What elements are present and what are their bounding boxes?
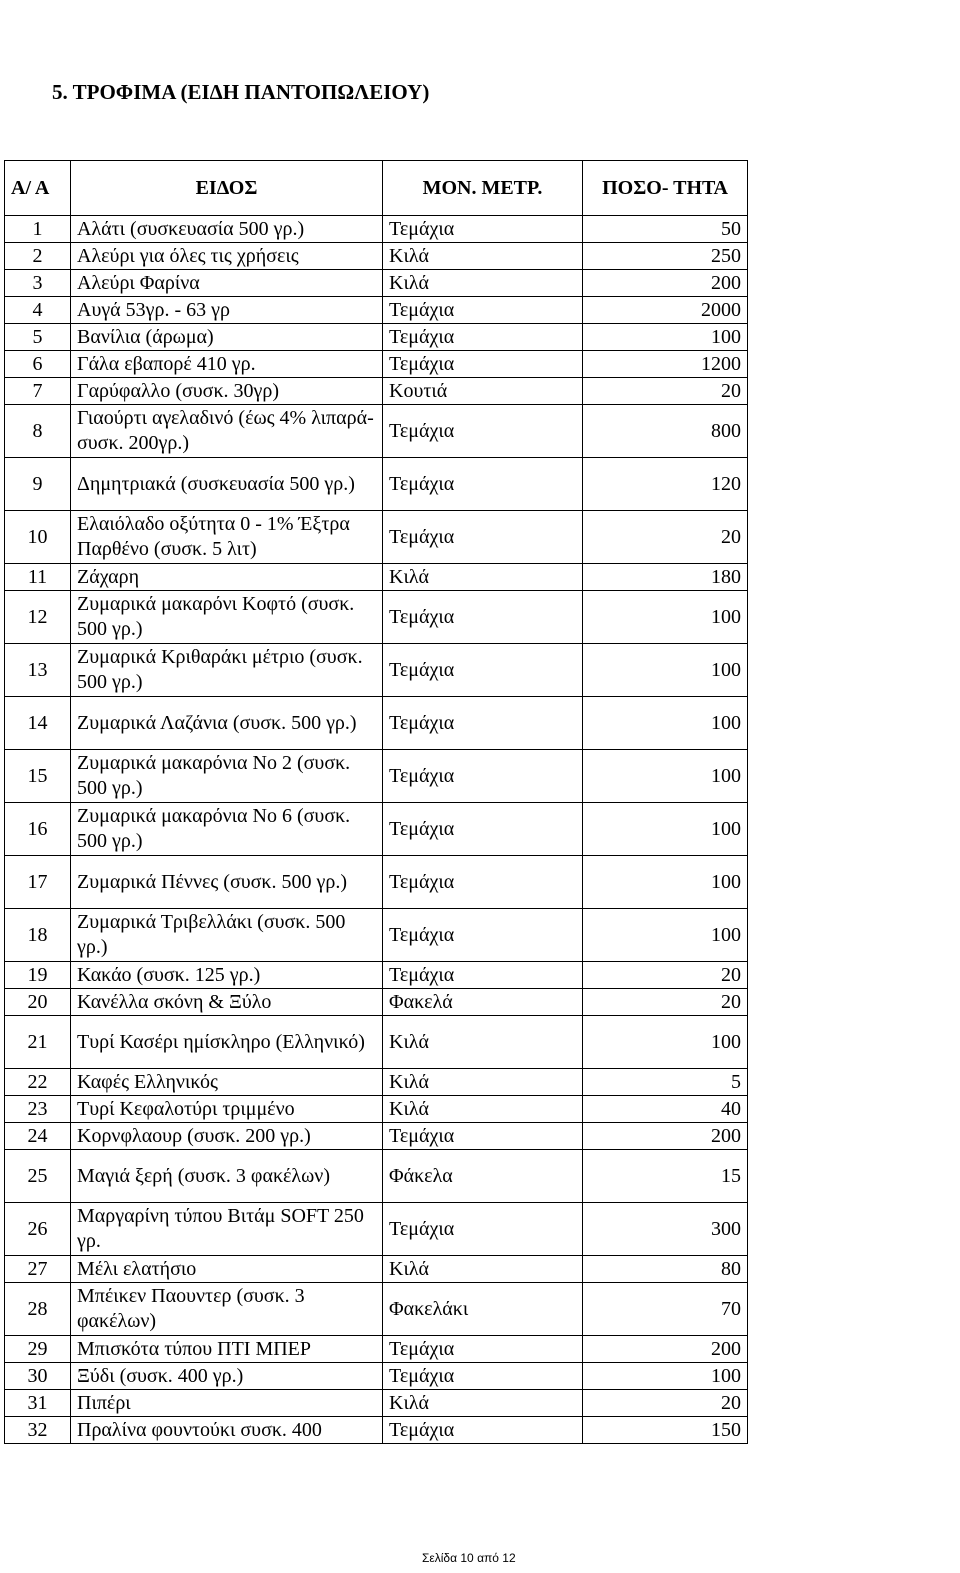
row-quantity: 20 (583, 989, 748, 1016)
row-quantity: 1200 (583, 351, 748, 378)
row-item: Κορνφλαουρ (συσκ. 200 γρ.) (71, 1123, 383, 1150)
table-row (5, 1150, 748, 1203)
row-unit: Τεμάχια (383, 1203, 583, 1256)
row-item: Γιαούρτι αγελαδινό (έως 4% λιπαρά- συσκ. 200γρ.) (71, 405, 383, 458)
row-item: Ζυμαρικά μακαρόνια Νο 6 (συσκ. 500 γρ.) (71, 803, 383, 856)
header-item: ΕΙΔΟΣ (71, 161, 383, 216)
table-row (5, 989, 748, 1016)
table-row (5, 1123, 748, 1150)
table-row (5, 458, 748, 511)
header-unit: ΜΟΝ. ΜΕΤΡ. (383, 161, 583, 216)
row-item: Αλάτι (συσκευασία 500 γρ.) (71, 216, 383, 243)
row-number: 2 (5, 243, 71, 270)
row-item: Ζυμαρικά Πέννες (συσκ. 500 γρ.) (71, 856, 383, 909)
row-unit: Τεμάχια (383, 405, 583, 458)
row-quantity: 2000 (583, 297, 748, 324)
row-quantity: 250 (583, 243, 748, 270)
row-unit: Τεμάχια (383, 856, 583, 909)
table-row (5, 378, 748, 405)
row-number: 9 (5, 458, 71, 511)
table-row (5, 591, 748, 644)
table-row (5, 1417, 748, 1444)
row-item: Μπισκότα τύπου ΠΤΙ ΜΠΕΡ (71, 1336, 383, 1363)
row-number: 7 (5, 378, 71, 405)
row-number: 1 (5, 216, 71, 243)
items-table (4, 160, 748, 1444)
row-number: 3 (5, 270, 71, 297)
row-item: Ελαιόλαδο οξύτητα 0 - 1% Έξτρα Παρθένο (συσκ. 5 λιτ) (71, 511, 383, 564)
row-item: Ζυμαρικά μακαρόνια Νο 2 (συσκ. 500 γρ.) (71, 750, 383, 803)
table-row (5, 962, 748, 989)
row-item: Μαγιά ξερή (συσκ. 3 φακέλων) (71, 1150, 383, 1203)
row-quantity: 300 (583, 1203, 748, 1256)
row-unit: Κιλά (383, 1256, 583, 1283)
table-row (5, 1390, 748, 1417)
row-item: Γάλα εβαπορέ 410 γρ. (71, 351, 383, 378)
table-row (5, 270, 748, 297)
row-number: 11 (5, 564, 71, 591)
row-quantity: 5 (583, 1069, 748, 1096)
row-quantity: 70 (583, 1283, 748, 1336)
row-item: Τυρί Κασέρι ημίσκληρο (Ελληνικό) (71, 1016, 383, 1069)
row-quantity: 20 (583, 511, 748, 564)
row-number: 20 (5, 989, 71, 1016)
row-quantity: 100 (583, 324, 748, 351)
row-number: 4 (5, 297, 71, 324)
row-quantity: 180 (583, 564, 748, 591)
row-quantity: 120 (583, 458, 748, 511)
row-unit: Κουτιά (383, 378, 583, 405)
row-quantity: 100 (583, 697, 748, 750)
row-unit: Κιλά (383, 1016, 583, 1069)
row-unit: Τεμάχια (383, 697, 583, 750)
row-quantity: 20 (583, 1390, 748, 1417)
table-body (5, 216, 748, 1444)
row-unit: Τεμάχια (383, 962, 583, 989)
row-item: Ζυμαρικά Λαζάνια (συσκ. 500 γρ.) (71, 697, 383, 750)
page-footer: Σελίδα 10 από 12 (422, 1551, 516, 1565)
row-item: Αυγά 53γρ. - 63 γρ (71, 297, 383, 324)
row-quantity: 80 (583, 1256, 748, 1283)
row-quantity: 15 (583, 1150, 748, 1203)
row-number: 30 (5, 1363, 71, 1390)
table-row (5, 644, 748, 697)
row-unit: Τεμάχια (383, 1417, 583, 1444)
table-row (5, 216, 748, 243)
table-row (5, 750, 748, 803)
row-quantity: 100 (583, 644, 748, 697)
row-number: 28 (5, 1283, 71, 1336)
row-item: Μαργαρίνη τύπου Βιτάμ SOFT 250 γρ. (71, 1203, 383, 1256)
table-row (5, 1283, 748, 1336)
table-row (5, 405, 748, 458)
row-item: Ζυμαρικά Κριθαράκι μέτριο (συσκ. 500 γρ.) (71, 644, 383, 697)
row-unit: Τεμάχια (383, 803, 583, 856)
row-unit: Κιλά (383, 243, 583, 270)
row-item: Καφές Ελληνικός (71, 1069, 383, 1096)
table-row (5, 697, 748, 750)
row-number: 26 (5, 1203, 71, 1256)
row-unit: Τεμάχια (383, 591, 583, 644)
row-quantity: 100 (583, 803, 748, 856)
row-quantity: 150 (583, 1417, 748, 1444)
table-row (5, 1363, 748, 1390)
row-unit: Τεμάχια (383, 1363, 583, 1390)
row-number: 12 (5, 591, 71, 644)
row-quantity: 100 (583, 1363, 748, 1390)
row-number: 13 (5, 644, 71, 697)
table-row (5, 1069, 748, 1096)
row-item: Πραλίνα φουντούκι συσκ. 400 (71, 1417, 383, 1444)
row-number: 10 (5, 511, 71, 564)
row-unit: Τεμάχια (383, 458, 583, 511)
row-item: Κακάο (συσκ. 125 γρ.) (71, 962, 383, 989)
row-number: 18 (5, 909, 71, 962)
row-unit: Κιλά (383, 564, 583, 591)
row-number: 14 (5, 697, 71, 750)
table-row (5, 803, 748, 856)
row-unit: Φακελά (383, 989, 583, 1016)
row-quantity: 200 (583, 270, 748, 297)
row-item: Μπέικεν Παουντερ (συσκ. 3 φακέλων) (71, 1283, 383, 1336)
row-number: 25 (5, 1150, 71, 1203)
row-number: 23 (5, 1096, 71, 1123)
row-item: Ξύδι (συσκ. 400 γρ.) (71, 1363, 383, 1390)
row-quantity: 800 (583, 405, 748, 458)
row-unit: Κιλά (383, 1069, 583, 1096)
section-heading: 5. ΤΡΟΦΙΜΑ (ΕΙΔΗ ΠΑΝΤΟΠΩΛΕΙΟΥ) (52, 80, 430, 104)
row-unit: Τεμάχια (383, 351, 583, 378)
table-row (5, 1203, 748, 1256)
row-number: 22 (5, 1069, 71, 1096)
row-quantity: 50 (583, 216, 748, 243)
row-item: Δημητριακά (συσκευασία 500 γρ.) (71, 458, 383, 511)
row-unit: Φάκελα (383, 1150, 583, 1203)
row-unit: Φακελάκι (383, 1283, 583, 1336)
row-number: 29 (5, 1336, 71, 1363)
row-unit: Τεμάχια (383, 644, 583, 697)
row-number: 24 (5, 1123, 71, 1150)
table-row (5, 324, 748, 351)
row-item: Αλεύρι για όλες τις χρήσεις (71, 243, 383, 270)
row-quantity: 100 (583, 1016, 748, 1069)
row-unit: Κιλά (383, 1096, 583, 1123)
table-row (5, 1016, 748, 1069)
table-row (5, 1336, 748, 1363)
row-item: Πιπέρι (71, 1390, 383, 1417)
row-number: 16 (5, 803, 71, 856)
row-item: Ζυμαρικά Τριβελλάκι (συσκ. 500 γρ.) (71, 909, 383, 962)
row-number: 19 (5, 962, 71, 989)
row-item: Ζάχαρη (71, 564, 383, 591)
row-number: 6 (5, 351, 71, 378)
table-row (5, 564, 748, 591)
row-unit: Τεμάχια (383, 750, 583, 803)
row-item: Αλεύρι Φαρίνα (71, 270, 383, 297)
row-quantity: 200 (583, 1123, 748, 1150)
row-number: 17 (5, 856, 71, 909)
row-unit: Τεμάχια (383, 909, 583, 962)
row-unit: Τεμάχια (383, 511, 583, 564)
row-unit: Τεμάχια (383, 1123, 583, 1150)
row-unit: Τεμάχια (383, 297, 583, 324)
table-row (5, 511, 748, 564)
row-item: Κανέλλα σκόνη & Ξύλο (71, 989, 383, 1016)
row-number: 21 (5, 1016, 71, 1069)
table-header-row (5, 161, 748, 216)
row-quantity: 20 (583, 962, 748, 989)
row-unit: Τεμάχια (383, 1336, 583, 1363)
row-number: 8 (5, 405, 71, 458)
row-item: Βανίλια (άρωμα) (71, 324, 383, 351)
row-number: 32 (5, 1417, 71, 1444)
row-item: Ζυμαρικά μακαρόνι Κοφτό (συσκ. 500 γρ.) (71, 591, 383, 644)
table-row (5, 1096, 748, 1123)
header-aa: Α/ Α (5, 161, 71, 216)
row-unit: Κιλά (383, 1390, 583, 1417)
row-quantity: 100 (583, 856, 748, 909)
row-item: Γαρύφαλλο (συσκ. 30γρ) (71, 378, 383, 405)
row-quantity: 20 (583, 378, 748, 405)
row-quantity: 40 (583, 1096, 748, 1123)
table-row (5, 1256, 748, 1283)
row-quantity: 100 (583, 909, 748, 962)
table-row (5, 243, 748, 270)
table-row (5, 351, 748, 378)
row-unit: Κιλά (383, 270, 583, 297)
table-row (5, 297, 748, 324)
row-unit: Τεμάχια (383, 324, 583, 351)
row-number: 27 (5, 1256, 71, 1283)
table-row (5, 856, 748, 909)
row-item: Τυρί Κεφαλοτύρι τριμμένο (71, 1096, 383, 1123)
row-number: 5 (5, 324, 71, 351)
row-number: 15 (5, 750, 71, 803)
row-item: Μέλι ελατήσιο (71, 1256, 383, 1283)
row-unit: Τεμάχια (383, 216, 583, 243)
row-number: 31 (5, 1390, 71, 1417)
table-row (5, 909, 748, 962)
row-quantity: 100 (583, 591, 748, 644)
row-quantity: 200 (583, 1336, 748, 1363)
row-quantity: 100 (583, 750, 748, 803)
header-qty: ΠΟΣΟ- ΤΗΤΑ (583, 161, 748, 216)
